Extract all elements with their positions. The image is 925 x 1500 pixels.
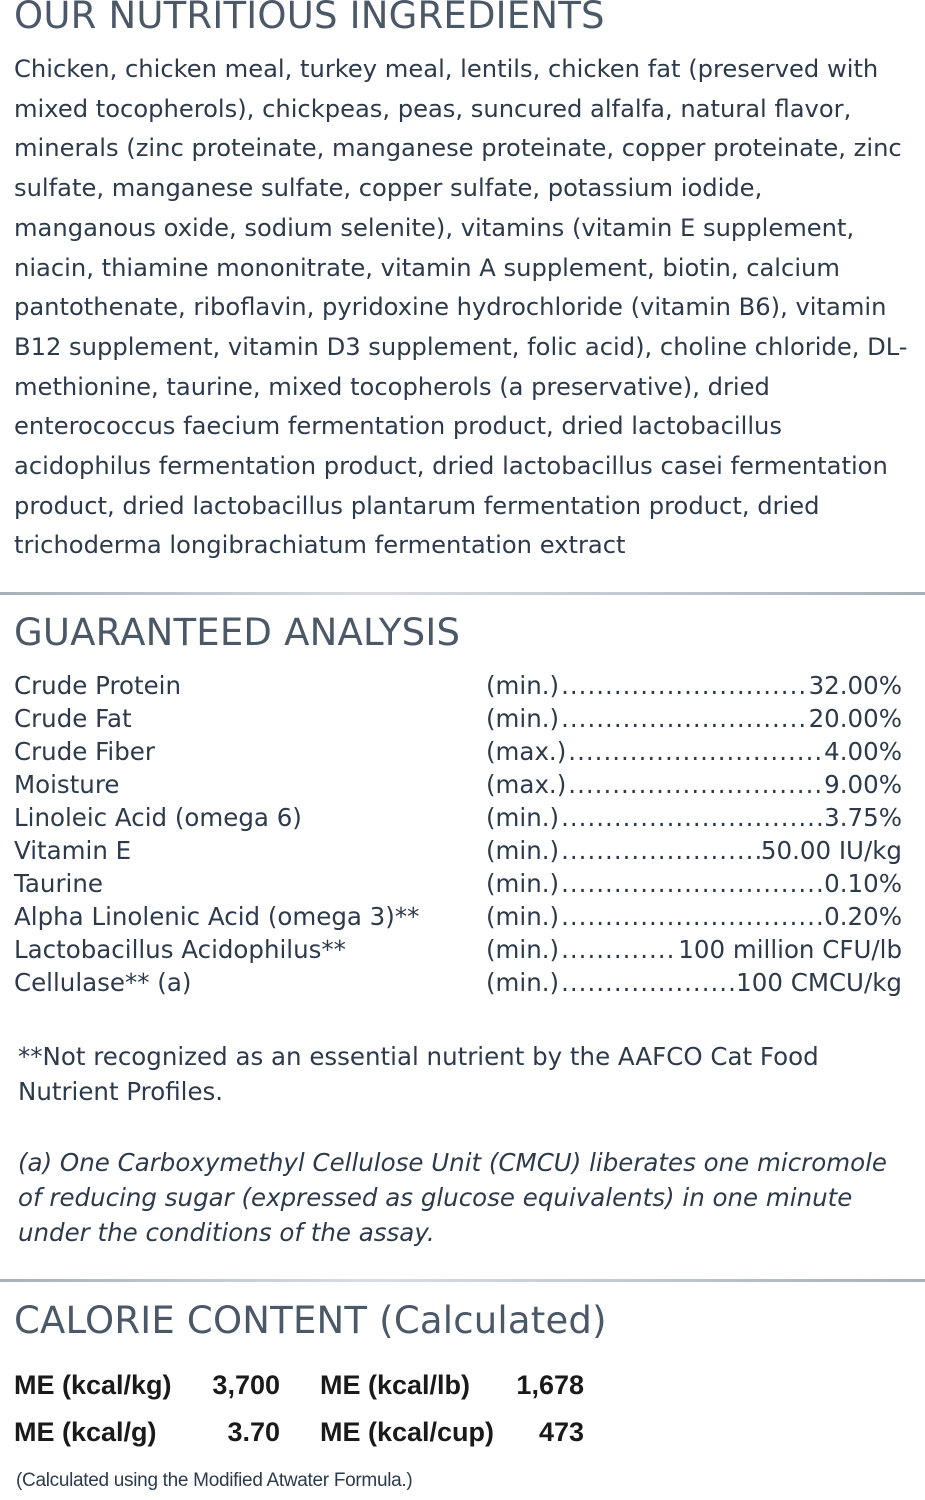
calorie-row bbox=[14, 1409, 714, 1456]
dot-leader bbox=[559, 801, 824, 834]
nutrient-basis: (max.) bbox=[486, 770, 567, 799]
atwater-formula-note: (Calculated using the Modified Atwater Formula.) bbox=[16, 1470, 413, 1491]
ingredients-text: Chicken, chicken meal, turkey meal, lentils, chicken fat (preserved with mixed tocopherols), chickpeas, peas, suncured alfalfa, natural flavor, minerals (zinc proteinate, manganese proteinate, copper proteinate, zinc sulfate, manganese sulfate, copper sulfate, potassium iodide, manganous oxide, sodium selenite), vitamins (vitamin E supplement, niacin, thiamine mononitrate, vitamin A supplement, biotin, calcium pantothenate, riboflavin, pyridoxine hydrochloride (vitamin B6), vitamin B12 supplement, vitamin D3 supplement, folic acid), choline chloride, DL-methionine, taurine, mixed tocopherols (a preservative), dried enterococcus faecium fermentation product, dried lactobacillus acidophilus fermentation product, dried lactobacillus casei fermentation product, dried lactobacillus plantarum fermentation product, dried trichoderma longibrachiatum fermentation extract bbox=[14, 55, 908, 560]
nutrient-value: 0.20% bbox=[824, 902, 902, 931]
analysis-row bbox=[14, 669, 902, 702]
analysis-title: GUARANTEED ANALYSIS bbox=[14, 611, 461, 654]
dot-leader bbox=[566, 735, 824, 768]
dot-leader bbox=[559, 933, 678, 966]
nutrient-value: 32.00% bbox=[808, 671, 902, 700]
nutrient-name: Linoleic Acid (omega 6) bbox=[14, 803, 302, 832]
nutrient-basis: (min.) bbox=[486, 704, 560, 733]
nutrient-name: Crude Fiber bbox=[14, 737, 155, 766]
analysis-row bbox=[14, 702, 902, 735]
dot-leader bbox=[559, 900, 824, 933]
calorie-value: 1,678 bbox=[516, 1370, 584, 1400]
nutrient-value: 50.00 IU/kg bbox=[760, 836, 902, 865]
nutrient-basis: (min.) bbox=[486, 935, 560, 964]
calorie-label: ME (kcal/lb) bbox=[320, 1370, 471, 1400]
nutrient-name: Cellulase** (a) bbox=[14, 968, 192, 997]
nutrient-basis: (min.) bbox=[486, 803, 560, 832]
dot-leader bbox=[559, 702, 808, 735]
calorie-value: 3,700 bbox=[212, 1370, 280, 1400]
section-divider bbox=[0, 592, 925, 595]
nutrient-name: Crude Fat bbox=[14, 704, 132, 733]
nutrient-name: Alpha Linolenic Acid (omega 3)** bbox=[14, 902, 420, 931]
dot-leader bbox=[566, 768, 824, 801]
nutrient-name: Crude Protein bbox=[14, 671, 182, 700]
calorie-label: ME (kcal/g) bbox=[14, 1417, 157, 1447]
calorie-title: CALORIE CONTENT (Calculated) bbox=[14, 1299, 607, 1342]
nutrient-basis: (max.) bbox=[486, 737, 567, 766]
nutrient-basis: (min.) bbox=[486, 836, 560, 865]
nutrient-value: 4.00% bbox=[824, 737, 902, 766]
nutrient-name: Vitamin E bbox=[14, 836, 132, 865]
nutrient-basis: (min.) bbox=[486, 671, 560, 700]
analysis-row bbox=[14, 966, 902, 999]
nutrient-basis: (min.) bbox=[486, 869, 560, 898]
analysis-row bbox=[14, 933, 902, 966]
dot-leader bbox=[559, 966, 736, 999]
calorie-value: 473 bbox=[538, 1417, 584, 1447]
analysis-row bbox=[14, 801, 902, 834]
nutrient-name: Taurine bbox=[14, 869, 103, 898]
nutrient-name: Moisture bbox=[14, 770, 120, 799]
dot-leader bbox=[559, 834, 761, 867]
nutrient-name: Lactobacillus Acidophilus** bbox=[14, 935, 346, 964]
calorie-row bbox=[14, 1362, 714, 1409]
cmcu-footnote: (a) One Carboxymethyl Cellulose Unit (CMCU) liberates one micromole of reducing sugar (expressed as glucose equivalents) in one minute under the conditions of the assay. bbox=[18, 1148, 887, 1247]
nutrient-value: 100 CMCU/kg bbox=[736, 968, 902, 997]
dot-leader bbox=[559, 867, 824, 900]
aafco-footnote: **Not recognized as an essential nutrient by the AAFCO Cat Food Nutrient Profiles. bbox=[18, 1042, 819, 1106]
nutrient-value: 100 million CFU/lb bbox=[678, 935, 902, 964]
calorie-label: ME (kcal/cup) bbox=[320, 1417, 495, 1447]
calorie-table bbox=[14, 1362, 714, 1456]
analysis-row bbox=[14, 900, 902, 933]
analysis-row bbox=[14, 735, 902, 768]
nutrient-basis: (min.) bbox=[486, 968, 560, 997]
ingredients-title: OUR NUTRITIOUS INGREDIENTS bbox=[14, 0, 605, 37]
calorie-label: ME (kcal/kg) bbox=[14, 1370, 172, 1400]
analysis-row bbox=[14, 834, 902, 867]
nutrient-value: 9.00% bbox=[824, 770, 902, 799]
section-divider bbox=[0, 1279, 925, 1282]
nutrient-value: 3.75% bbox=[824, 803, 902, 832]
calorie-value: 3.70 bbox=[227, 1417, 280, 1447]
dot-leader bbox=[559, 669, 808, 702]
nutrient-value: 20.00% bbox=[808, 704, 902, 733]
analysis-table bbox=[14, 669, 902, 999]
analysis-row bbox=[14, 768, 902, 801]
nutrient-basis: (min.) bbox=[486, 902, 560, 931]
nutrient-value: 0.10% bbox=[824, 869, 902, 898]
analysis-row bbox=[14, 867, 902, 900]
